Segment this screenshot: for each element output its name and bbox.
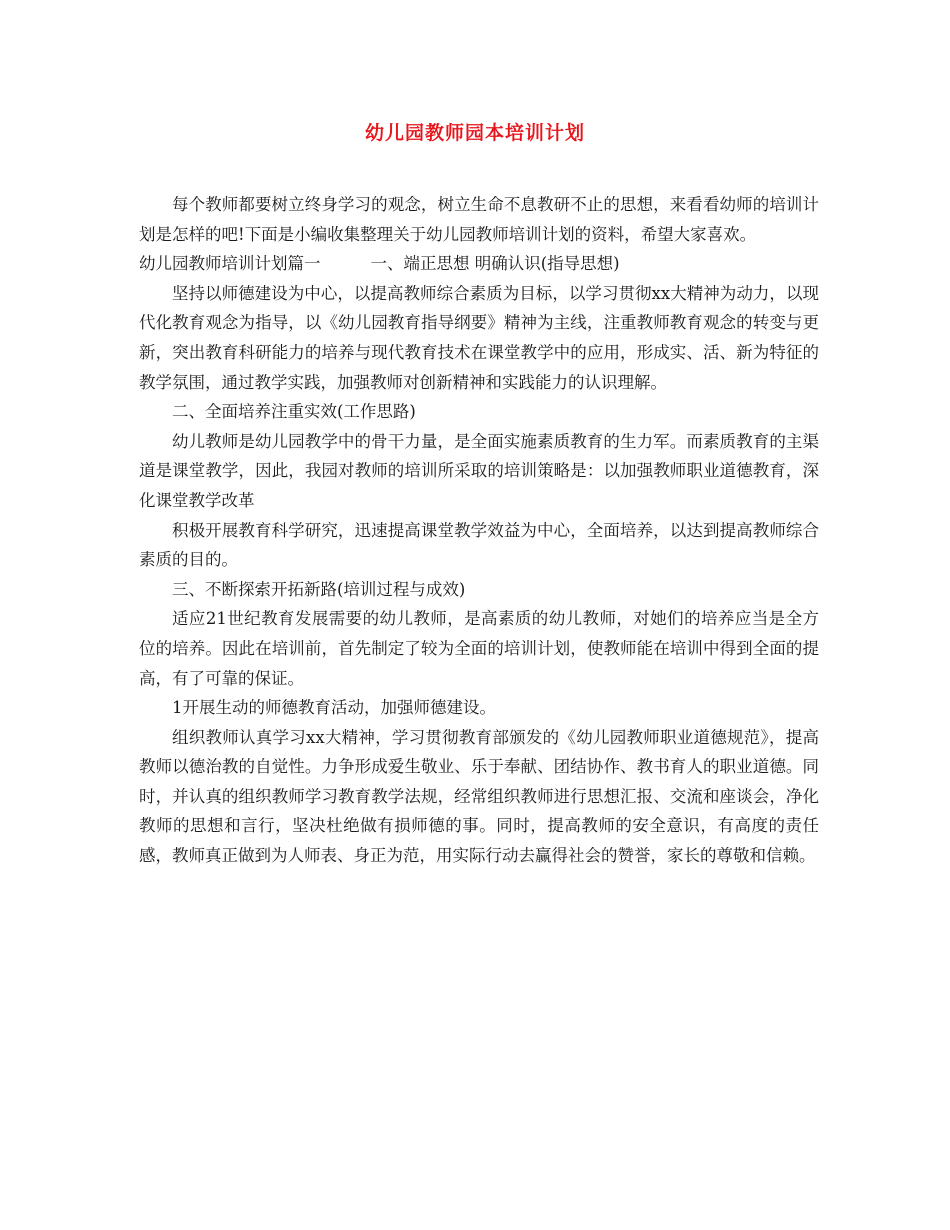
paragraph-work-approach: 幼儿教师是幼儿园教学中的骨干力量，是全面实施素质教育的生力军。而素质教育的主渠道是课堂教学，因此，我园对教师的培训所采取的培训策略是：以加强教师职业道德教育，深化课堂教学改革: [139, 431, 819, 510]
heading-training-process: 三、不断探索开拓新路(培训过程与成效): [172, 579, 466, 599]
list-item-ethics: 1开展生动的师德教育活动，加强师德建设。: [172, 698, 496, 718]
paragraph-training-process: 适应21世纪教育发展需要的幼儿教师，是高素质的幼儿教师，对她们的培养应当是全方位的培养。因此在培训前，首先制定了较为全面的培训计划，使教师能在培训中得到全面的提高，有了可靠的保证。: [139, 609, 819, 688]
paragraph-guiding-thought: 坚持以师德建设为中心，以提高教师综合素质为目标，以学习贯彻xx大精神为动力，以现代化教育观念为指导，以《幼儿园教育指导纲要》精神为主线，注重教师教育观念的转变与更新，突出教育科研能力的培养与现代教育技术在课堂教学中的应用，形成实、活、新为特征的教学氛围，通过教学实践，加强教师对创新精神和实践能力的认识理解。: [139, 283, 819, 392]
heading-guiding-thought: 一、端正思想 明确认识(指导思想): [370, 254, 620, 274]
document-body: [139, 190, 819, 871]
intro-paragraph: 每个教师都要树立终身学习的观念，树立生命不息教研不止的思想，来看看幼师的培训计划是怎样的吧!下面是小编收集整理关于幼儿园教师培训计划的资料，希望大家喜欢。: [139, 195, 819, 244]
section-label: 幼儿园教师培训计划篇一: [139, 254, 321, 274]
section-line: [139, 249, 819, 279]
paragraph-research: 积极开展教育科学研究，迅速提高课堂教学效益为中心，全面培养，以达到提高教师综合素质的目的。: [139, 520, 819, 570]
heading-work-approach: 二、全面培养注重实效(工作思路): [172, 402, 416, 422]
paragraph-ethics: 组织教师认真学习xx大精神，学习贯彻教育部颁发的《幼儿园教师职业道德规范》，提高教师以德治教的自觉性。力争形成爱生敬业、乐于奉献、团结协作、教书育人的职业道德。同时，并认真的组织教师学习教育教学法规，经常组织教师进行思想汇报、交流和座谈会，净化教师的思想和言行，坚决杜绝做有损师德的事。同时，提高教师的安全意识，有高度的责任感，教师真正做到为人师表、身正为范，用实际行动去赢得社会的赞誉，家长的尊敬和信赖。: [139, 727, 819, 866]
document-title: 幼儿园教师园本培训计划: [364, 122, 585, 144]
